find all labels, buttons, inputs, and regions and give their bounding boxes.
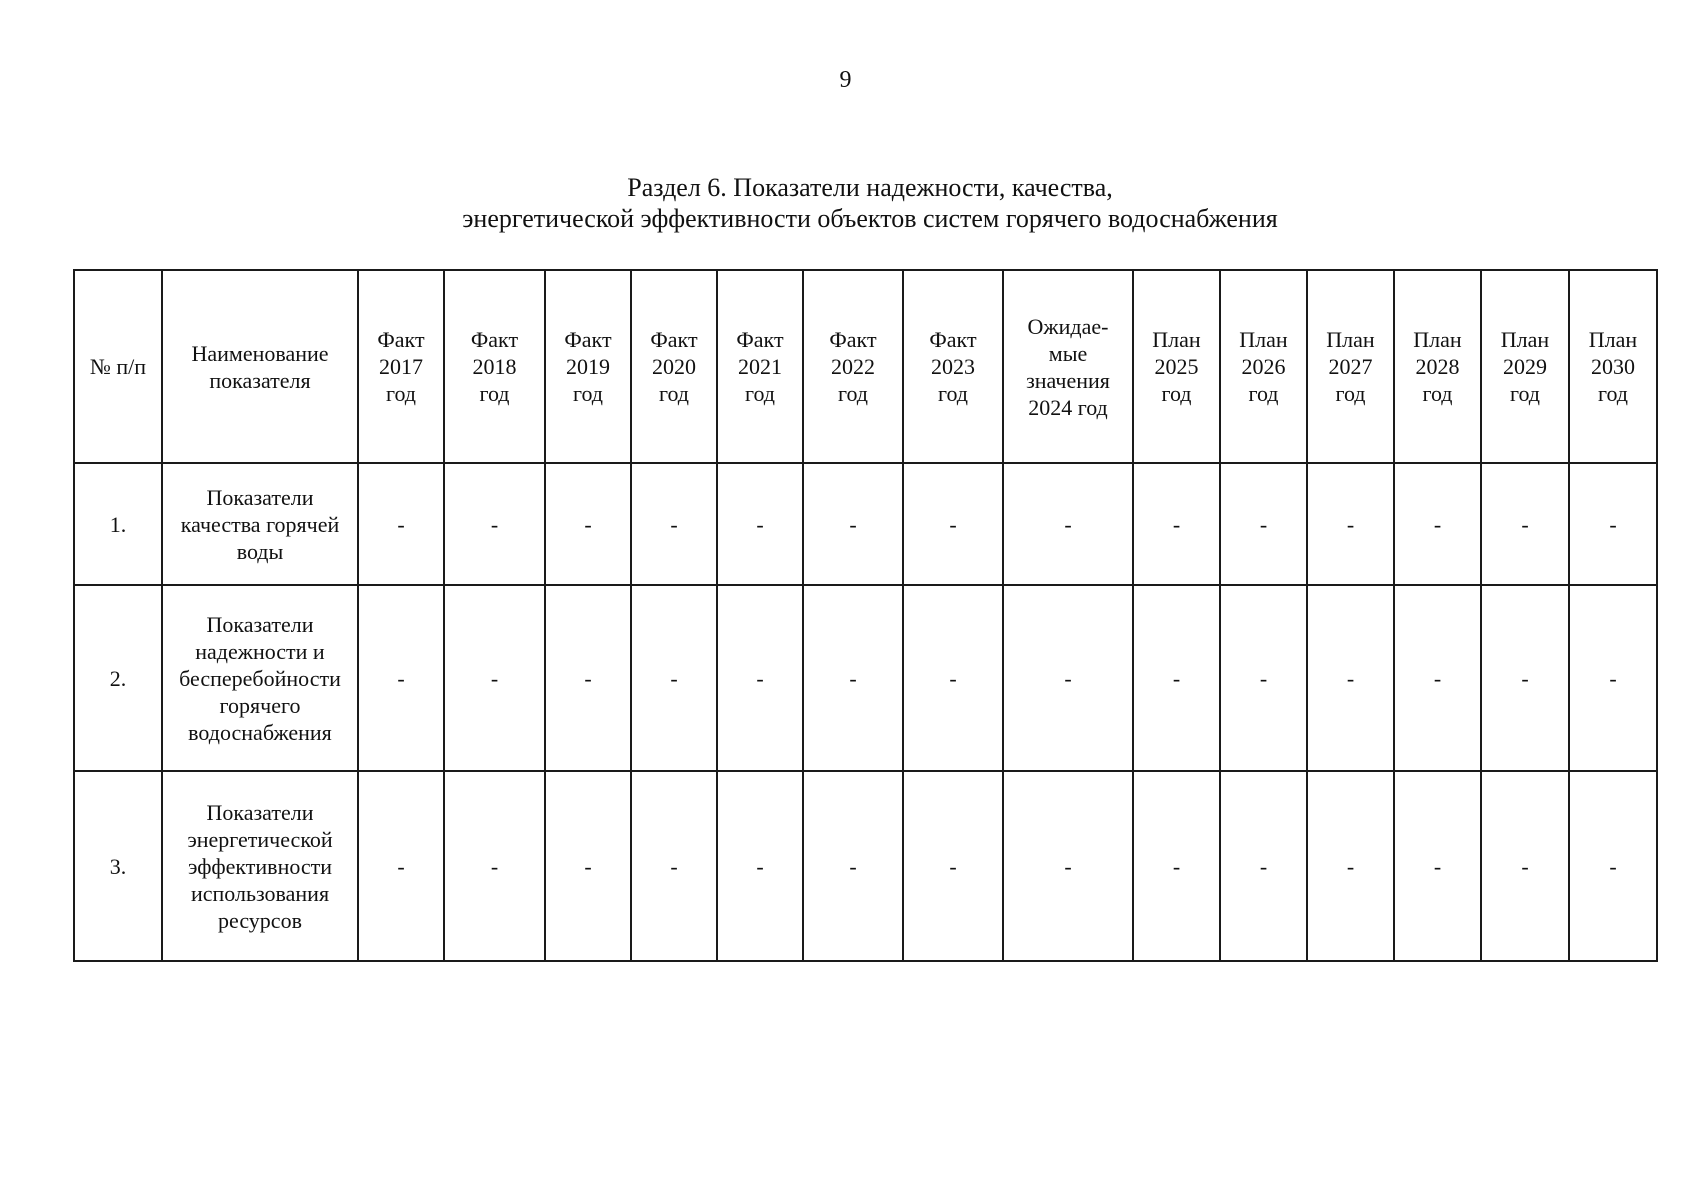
value-cell: - (631, 585, 717, 771)
header-name: Наименование показателя (162, 270, 358, 463)
value-cell: - (545, 585, 631, 771)
value-cell: - (1569, 463, 1657, 585)
indicator-name: Показатели энергетической эффективности использования ресурсов (162, 771, 358, 961)
header-num: № п/п (74, 270, 162, 463)
value-cell: - (803, 771, 903, 961)
value-cell: - (803, 585, 903, 771)
value-cell: - (444, 463, 545, 585)
section-title-line-1: Раздел 6. Показатели надежности, качества, (627, 173, 1113, 202)
value-cell: - (631, 771, 717, 961)
value-cell: - (1569, 585, 1657, 771)
value-cell: - (1481, 771, 1569, 961)
row-number: 1. (74, 463, 162, 585)
value-cell: - (717, 463, 803, 585)
section-title (60, 172, 1680, 234)
header-fact-2020: Факт 2020 год (631, 270, 717, 463)
value-cell: - (1307, 463, 1394, 585)
value-cell: - (444, 771, 545, 961)
header-fact-2021: Факт 2021 год (717, 270, 803, 463)
value-cell: - (1394, 463, 1481, 585)
header-fact-2022: Факт 2022 год (803, 270, 903, 463)
value-cell: - (1003, 463, 1133, 585)
value-cell: - (358, 771, 444, 961)
value-cell: - (631, 463, 717, 585)
value-cell: - (903, 463, 1003, 585)
value-cell: - (1394, 771, 1481, 961)
row-number: 2. (74, 585, 162, 771)
table-row (74, 771, 1657, 961)
value-cell: - (1481, 585, 1569, 771)
row-number: 3. (74, 771, 162, 961)
value-cell: - (358, 585, 444, 771)
value-cell: - (1003, 771, 1133, 961)
value-cell: - (1220, 463, 1307, 585)
indicator-name: Показатели надежности и бесперебойности горячего водоснабжения (162, 585, 358, 771)
value-cell: - (717, 585, 803, 771)
value-cell: - (1307, 585, 1394, 771)
value-cell: - (1481, 463, 1569, 585)
value-cell: - (1133, 463, 1220, 585)
header-plan-2025: План 2025 год (1133, 270, 1220, 463)
value-cell: - (545, 463, 631, 585)
page-number: 9 (839, 67, 852, 93)
value-cell: - (444, 585, 545, 771)
value-cell: - (903, 585, 1003, 771)
value-cell: - (1003, 585, 1133, 771)
table-row (74, 585, 1657, 771)
header-plan-2027: План 2027 год (1307, 270, 1394, 463)
header-plan-2029: План 2029 год (1481, 270, 1569, 463)
header-fact-2018: Факт 2018 год (444, 270, 545, 463)
indicator-name: Показатели качества горячей воды (162, 463, 358, 585)
value-cell: - (903, 771, 1003, 961)
value-cell: - (1569, 771, 1657, 961)
header-fact-2019: Факт 2019 год (545, 270, 631, 463)
value-cell: - (358, 463, 444, 585)
header-expected-2024: Ожидае- мые значения 2024 год (1003, 270, 1133, 463)
header-fact-2017: Факт 2017 год (358, 270, 444, 463)
header-plan-2030: План 2030 год (1569, 270, 1657, 463)
section-title-line-2: энергетической эффективности объектов систем горячего водоснабжения (462, 204, 1278, 233)
header-plan-2026: План 2026 год (1220, 270, 1307, 463)
indicators-table (73, 269, 1658, 962)
header-plan-2028: План 2028 год (1394, 270, 1481, 463)
value-cell: - (1133, 585, 1220, 771)
value-cell: - (1394, 585, 1481, 771)
value-cell: - (1307, 771, 1394, 961)
value-cell: - (1133, 771, 1220, 961)
header-fact-2023: Факт 2023 год (903, 270, 1003, 463)
table-row (74, 463, 1657, 585)
value-cell: - (545, 771, 631, 961)
value-cell: - (1220, 585, 1307, 771)
value-cell: - (717, 771, 803, 961)
value-cell: - (803, 463, 903, 585)
value-cell: - (1220, 771, 1307, 961)
header-row (74, 270, 1657, 463)
